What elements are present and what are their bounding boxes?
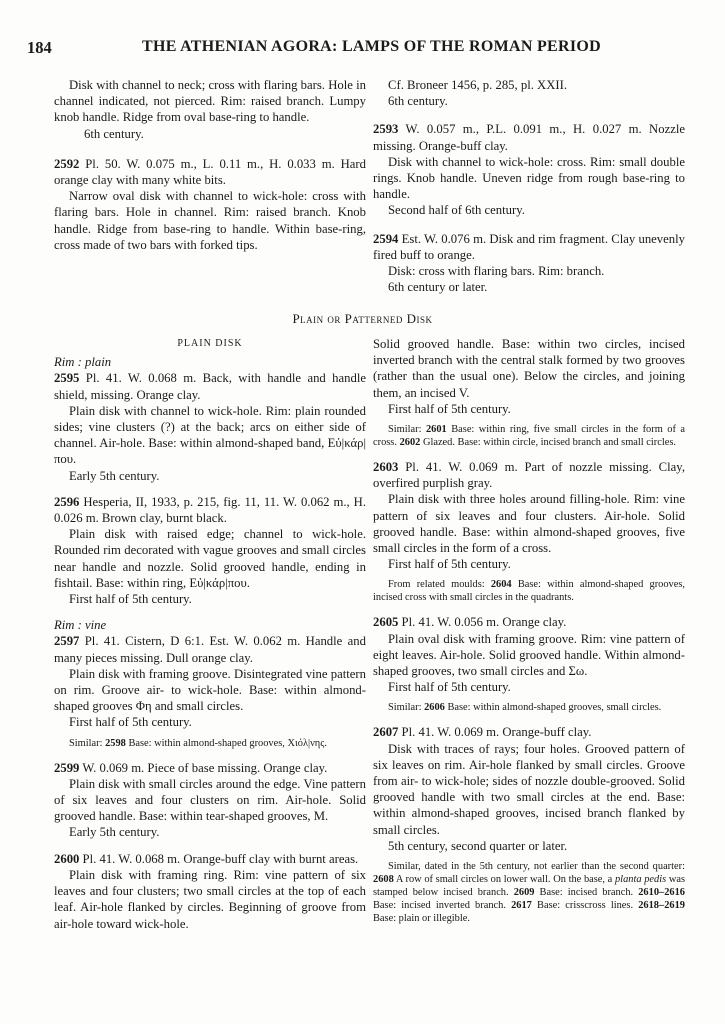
entry-date: First half of 5th century. — [388, 680, 511, 695]
entry-head-text: Hesperia, II, 1933, p. 215, fig. 11, 11. W. 0.062 m., H. 0.026 m. Brown clay, burnt black. — [54, 494, 366, 526]
top-right-column — [373, 77, 685, 295]
entry-2603 — [373, 459, 685, 604]
note-text: Base: plain or illegible. — [373, 913, 470, 925]
note-text: Base: within ring, five small circles in the form of a cross. — [373, 424, 686, 449]
entry-continuation — [54, 77, 366, 142]
entry-2592 — [54, 156, 366, 253]
reference: Cf. Broneer 1456, p. 285, pl. XXII. — [388, 78, 568, 92]
note-text: Glazed. Base: within circle, incised branch and small circles. — [420, 437, 676, 449]
entry-number: 2598 — [105, 737, 126, 749]
entry-2600-continuation — [373, 336, 685, 449]
bottom-right-column — [373, 336, 685, 925]
entry-number: 2595 — [54, 371, 80, 386]
note-text: was stamped below incised branch. — [373, 874, 685, 899]
entry-heading — [54, 633, 366, 665]
entry-head-text: Pl. 41. Cistern, D 6:1. Est. W. 0.062 m. Handle and many pieces missing. Dull orange clay. — [54, 634, 366, 665]
entry-number: 2602 — [399, 437, 421, 449]
entry-head-text: Pl. 50. W. 0.075 m., L. 0.11 m., H. 0.033 m. Hard orange clay with many white bits. — [54, 156, 366, 188]
note-prefix: From related moulds: — [388, 579, 491, 591]
entry-number: 2592 — [54, 156, 80, 171]
entry-date: 5th century, second quarter or later. — [388, 838, 568, 853]
note-italic: planta pedis — [614, 874, 667, 886]
entry-continuation — [373, 77, 685, 109]
entry-description: Plain disk with framing ring. Rim: vine pattern of six leaves and four clusters; two small circles at the top of each leaf. Air-hole flanked by circles. Beginning of groove from air-hole toward wick-hole. — [54, 867, 366, 931]
entry-date: Early 5th century. — [69, 468, 160, 483]
entry-head-text: Pl. 41. W. 0.056 m. Orange clay. — [398, 615, 567, 630]
entry-number: 2617 — [511, 900, 532, 912]
page-number: 184 — [27, 38, 52, 57]
entry-2593 — [373, 121, 685, 218]
entry-number: 2594 — [373, 231, 399, 246]
entry-heading — [373, 121, 685, 153]
entry-description: Solid grooved handle. Base: within two circles, incised inverted branch with the central stalk formed by two grooves (rather than the usual one). Below the circles, and joining them, an incised V. — [373, 337, 685, 400]
entry-description: Plain disk with three holes around filling-hole. Rim: vine pattern of six leaves and four clusters. Air-hole. Solid grooved handle. Base: within almond-shaped grooves, five small circles in the form of a cross. — [373, 492, 685, 556]
top-left-column — [54, 77, 366, 253]
note-prefix: Similar: — [388, 424, 426, 436]
entry-2607 — [373, 724, 685, 925]
entry-number: 2604 — [490, 579, 512, 591]
entry-head-text: Est. W. 0.076 m. Disk and rim fragment. Clay unevenly fired buff to orange. — [373, 231, 685, 262]
entry-2594 — [373, 231, 685, 296]
entry-date: 6th century. — [84, 126, 144, 141]
section-title: Plain or Patterned Disk — [292, 311, 433, 326]
rim-heading: Rim : plain — [54, 355, 112, 370]
entry-number: 2608 — [373, 874, 394, 886]
entry-date: First half of 5th century. — [69, 592, 192, 607]
rim-heading: Rim : vine — [54, 618, 107, 633]
entry-2600 — [54, 851, 366, 932]
similar-note — [373, 701, 685, 714]
entry-description: Plain oval disk with framing groove. Rim: vine pattern of eight leaves. Air-hole. Solid grooved handle. Within almond-shaped grooves, two small circles and Σω. — [373, 631, 685, 679]
note-text: Base: within almond-shaped grooves, incised cross with small circles in the quadrants. — [373, 579, 685, 604]
entry-date: 6th century. — [388, 94, 448, 109]
entry-description: Disk with channel to wick-hole: cross. Rim: small double rings. Knob handle. Uneven ridge from rough base-ring to handle. — [373, 154, 685, 202]
entry-head-text: W. 0.069 m. Piece of base missing. Orange clay. — [79, 760, 328, 775]
entry-number: 2606 — [424, 702, 445, 714]
entry-number: 2593 — [373, 122, 399, 137]
entry-number: 2609 — [513, 887, 535, 899]
entry-number: 2603 — [373, 460, 399, 475]
note-text: Base: crisscross lines. — [531, 900, 639, 912]
entry-number: 2601 — [425, 424, 447, 436]
bottom-left-column — [54, 336, 366, 932]
entry-2595 — [54, 370, 366, 483]
entry-description: Plain disk with channel to wick-hole. Rim: plain rounded sides; vine clusters (?) at the back; arcs on either side of channel. Air-hole. Base: within almond-shaped band, Εὐ|κάρ|πoυ. — [54, 403, 366, 467]
entry-date: 6th century or later. — [388, 280, 488, 295]
entry-head-text: Pl. 41. W. 0.069 m. Orange-buff clay. — [398, 725, 592, 740]
entry-heading — [54, 760, 366, 776]
entry-number: 2597 — [54, 634, 80, 649]
entry-heading — [54, 494, 366, 526]
entry-description: Plain disk with framing groove. Disintegrated vine pattern on rim. Groove air- to wick-hole. Base: within almond-shaped grooves Φη and small circles. — [54, 666, 366, 714]
note-prefix: Similar, dated in the 5th century, not earlier than the second quarter: — [388, 861, 685, 873]
note-text: A row of small circles on lower wall. On the base, a — [393, 874, 615, 886]
entry-date: First half of 5th century. — [388, 557, 511, 572]
entry-date: Early 5th century. — [69, 825, 160, 840]
entry-2596 — [54, 494, 366, 607]
note-prefix: Similar: — [388, 702, 425, 714]
entry-number: 2610–2616 — [638, 887, 685, 899]
entry-number: 2599 — [54, 760, 80, 775]
entry-description: Plain disk with small circles around the edge. Vine pattern of six leaves and four clusters on rim. Air-hole. Solid grooved handle. Base: within tear-shaped grooves, Μ. — [54, 776, 366, 824]
entry-date: Second half of 6th century. — [388, 203, 525, 218]
note-text: Base: within almond-shaped grooves, Χιόλ|νης. — [125, 737, 327, 749]
entry-description: Disk: cross with flaring bars. Rim: branch. — [388, 264, 605, 279]
note-prefix: Similar: — [69, 737, 106, 749]
entry-date: First half of 5th century. — [69, 715, 192, 730]
entry-heading — [373, 614, 685, 630]
related-moulds-note — [373, 578, 685, 604]
entry-description: Narrow oval disk with channel to wick-hole: cross with flaring bars. Hole in channel. Rim: raised branch. Knob handle. Ridge from base-ring to handle. Within base-ring, cross made of two bars with forked tips. — [54, 189, 366, 252]
entry-heading — [373, 459, 685, 491]
note-text: Base: incised inverted branch. — [373, 900, 512, 912]
entry-2597 — [54, 633, 366, 749]
entry-number: 2607 — [373, 725, 399, 740]
entry-description: Disk with channel to neck; cross with flaring bars. Hole in channel indicated, not pierced. Rim: raised branch. Lumpy knob handle. Ridge from oval base-ring to handle. — [54, 78, 366, 125]
subsection-heading: PLAIN DISK — [177, 338, 243, 349]
note-text: Base: incised branch. — [534, 887, 639, 899]
entry-number: 2618–2619 — [638, 900, 685, 912]
entry-2599 — [54, 760, 366, 841]
entry-2605 — [373, 614, 685, 714]
entry-head-text: Pl. 41. W. 0.069 m. Part of nozzle missing. Clay, overfired purplish gray. — [373, 460, 685, 491]
entry-heading — [54, 851, 366, 867]
entry-description: Plain disk with raised edge; channel to wick-hole. Rounded rim decorated with vague grooves and small circles near handle and nozzle. Solid grooved handle, ending in fishtail. Base: within ring, Εὐ|κάρ|πoυ. — [54, 527, 366, 590]
entry-number: 2605 — [373, 615, 399, 630]
running-head: THE ATHENIAN AGORA: LAMPS OF THE ROMAN PERIOD — [142, 38, 602, 55]
entry-number: 2596 — [54, 494, 80, 509]
entry-heading — [54, 156, 366, 188]
entry-date: First half of 5th century. — [388, 401, 511, 416]
entry-number: 2600 — [54, 851, 80, 866]
entry-head-text: Pl. 41. W. 0.068 m. Orange-buff clay with burnt areas. — [79, 851, 359, 866]
similar-note — [54, 737, 366, 750]
entry-head-text: Pl. 41. W. 0.068 m. Back, with handle and handle shield, missing. Orange clay. — [54, 371, 366, 402]
similar-note — [373, 423, 685, 449]
similar-note — [373, 860, 685, 925]
entry-description: Disk with traces of rays; four holes. Grooved pattern of six leaves on rim. Air-hole flanked by small circles. Groove from air- to wick-hole; sides of nozzle double-grooved. Solid grooved handle with two small circles at the end. Base: within almond-shaped grooves, incised branch flanked by small circles. — [373, 741, 685, 837]
entry-heading — [373, 231, 685, 263]
note-text: Base: within almond-shaped grooves, small circles. — [444, 702, 662, 714]
entry-heading — [54, 370, 366, 402]
entry-head-text: W. 0.057 m., P.L. 0.091 m., H. 0.027 m. Nozzle missing. Orange-buff clay. — [373, 122, 685, 153]
entry-heading — [373, 724, 685, 740]
